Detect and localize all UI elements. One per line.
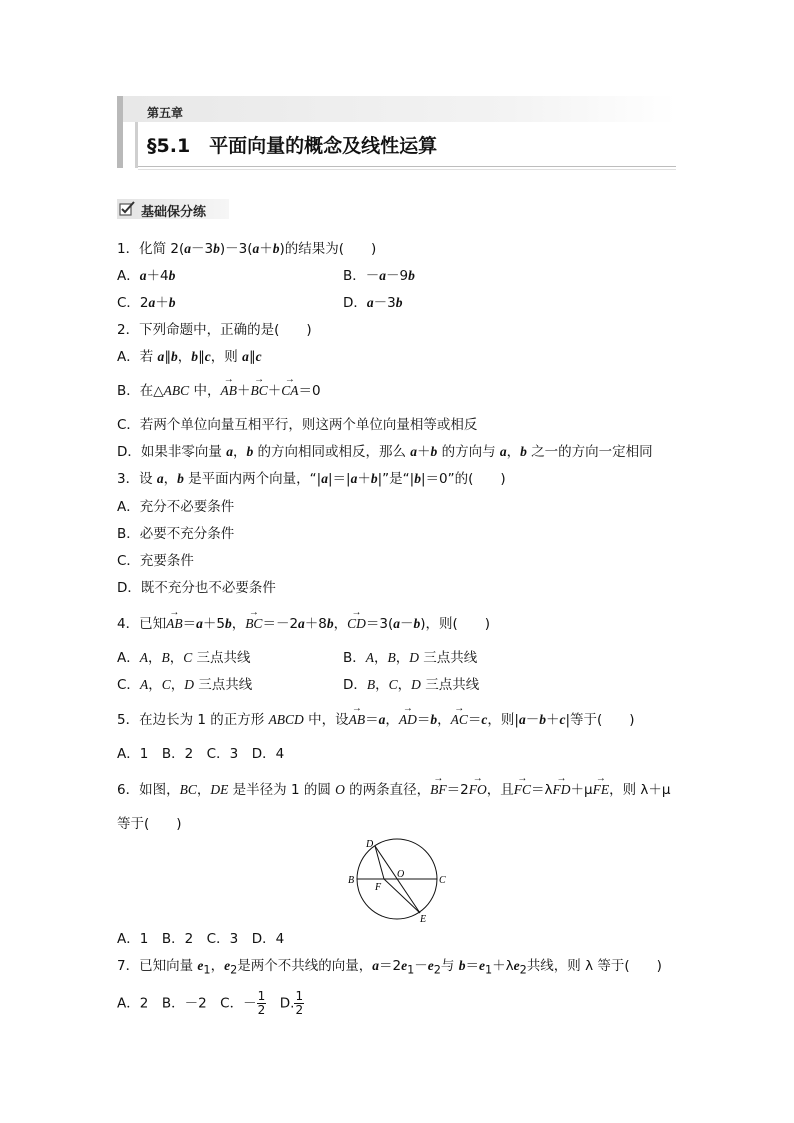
figure-label-o: O xyxy=(397,869,405,880)
page-title: §5.1 平面向量的概念及线性运算 xyxy=(147,135,438,157)
question-4-option-d[interactable]: D．B，C，D 三点共线 xyxy=(343,677,480,693)
figure-label-e: E xyxy=(420,914,427,925)
question-2-option-c[interactable]: C．若两个单位向量互相平行，则这两个单位向量相等或相反 xyxy=(117,417,478,433)
question-1-option-b[interactable]: B．－a－9b xyxy=(343,268,415,284)
figure-label-d: D xyxy=(366,839,374,850)
figure-label-f: F xyxy=(375,882,382,893)
question-5-options[interactable]: A．1 B．2 C．3 D．4 xyxy=(117,746,285,762)
chapter-label: 第五章 xyxy=(147,106,184,120)
question-1-stem: 1．化简 2(a－3b)－3(a＋b)的结果为( ) xyxy=(117,241,377,257)
figure-label-b: B xyxy=(348,875,355,886)
figure-label-c: C xyxy=(439,875,446,886)
question-3-option-d[interactable]: D．既不充分也不必要条件 xyxy=(117,580,276,596)
question-4-option-b[interactable]: B．A，B，D 三点共线 xyxy=(343,650,478,666)
question-1-option-d[interactable]: D．a－3b xyxy=(343,295,403,311)
section-title: 基础保分练 xyxy=(141,205,207,220)
question-6-options[interactable]: A．1 B．2 C．3 D．4 xyxy=(117,931,285,947)
header-rule-shadow xyxy=(138,169,676,170)
question-4-option-a[interactable]: A．A，B，C 三点共线 xyxy=(117,650,251,666)
header-band xyxy=(123,96,676,122)
question-7-stem: 7．已知向量 $e_1$，$e_2$是两个不共线的向量，$a=2e_1-e_2$与 $b=e_1+\lambda e_2$共线，则 λ 等于( ) xyxy=(117,958,662,977)
header-rule xyxy=(138,166,676,167)
question-2-option-a[interactable]: A．若 a∥b，b∥c，则 a∥c xyxy=(117,349,262,365)
question-3-stem: 3．设 a，b 是平面内两个向量，“|a|＝|a＋b|”是“|b|＝0”的( ) xyxy=(117,471,506,487)
question-3-option-b[interactable]: B．必要不充分条件 xyxy=(117,526,235,542)
question-1-option-c[interactable]: C．2a＋b xyxy=(117,295,176,311)
question-6-stem-cont: 等于( ) xyxy=(117,816,182,832)
checkbox-check-icon xyxy=(119,201,136,216)
question-7-options[interactable]: A．2 B．－2 C．－ $\frac{1}{2}$ D. $\frac{1}{2}$ xyxy=(117,989,304,1017)
question-2-option-b[interactable]: B．在△ABC 中，→ AB＋→ BC＋→ CA＝0 xyxy=(117,382,321,400)
question-2-option-d[interactable]: D．如果非零向量 a，b 的方向相同或相反，那么 a＋b 的方向与 a，b 之一的方向一定相同 xyxy=(117,444,653,460)
question-3-option-a[interactable]: A．充分不必要条件 xyxy=(117,499,235,515)
question-6-figure xyxy=(342,836,452,926)
title-accent-bar xyxy=(135,122,138,168)
question-2-stem: 2．下列命题中，正确的是( ) xyxy=(117,322,312,338)
question-4-option-c[interactable]: C．A，C，D 三点共线 xyxy=(117,677,253,693)
question-5-stem: 5．在边长为 1 的正方形 ABCD 中，设→ AB＝a，→ AD＝b，→ AC＝c，则|a－b＋c|等于( ) xyxy=(117,711,635,729)
question-4-stem: 4．已知→ AB＝a＋5b，→ BC＝－2a＋8b，→ CD＝3(a－b)，则( ) xyxy=(117,615,490,633)
question-6-stem: 6．如图，BC，DE 是半径为 1 的圆 O 的两条直径，→ BF＝2→ FO，且→ FC＝λ→ FD＋μ→ FE，则 λ＋μ xyxy=(117,781,671,799)
question-1-option-a[interactable]: A．a＋4b xyxy=(117,268,176,284)
question-3-option-c[interactable]: C．充要条件 xyxy=(117,553,194,569)
